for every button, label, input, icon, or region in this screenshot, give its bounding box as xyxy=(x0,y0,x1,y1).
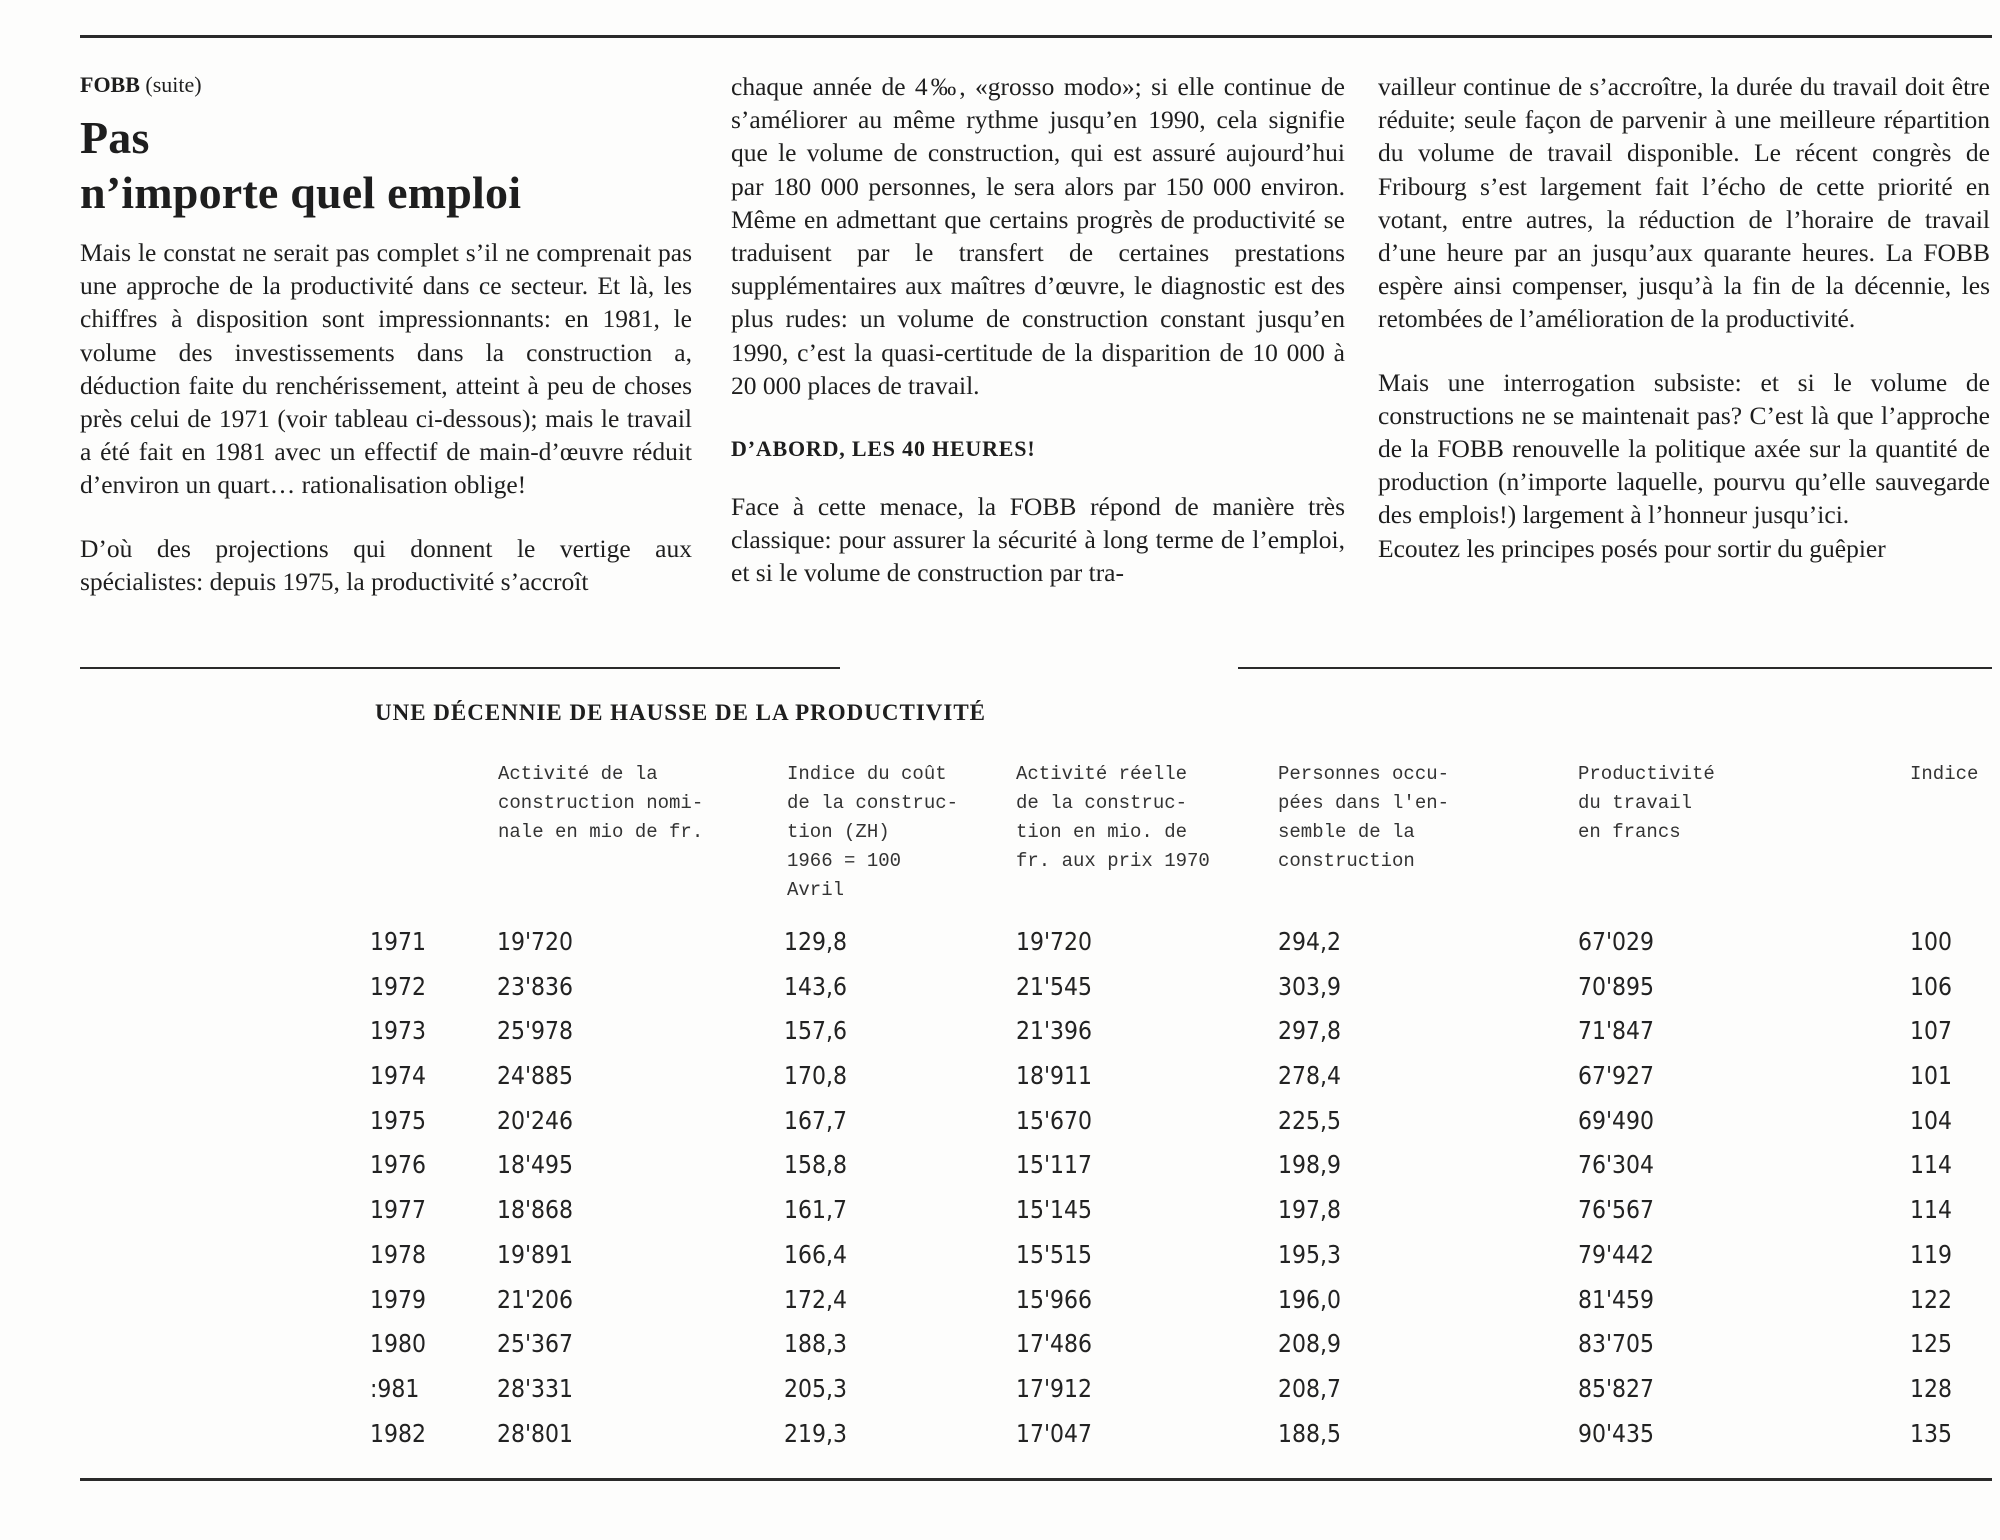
productivity-cell: 76'304 xyxy=(1578,1150,1655,1180)
persons-employed-cell: 208,7 xyxy=(1278,1373,1341,1403)
productivity-cell: 76'567 xyxy=(1578,1195,1655,1225)
index-cell: 104 xyxy=(1910,1105,1952,1135)
col3-paragraph-3: Ecoutez les principes posés pour sortir du guêpier xyxy=(1378,533,1886,563)
article-column-2 xyxy=(731,70,1345,590)
real-activity-cell: 15'515 xyxy=(1016,1239,1093,1269)
nominal-activity-cell: 25'367 xyxy=(497,1329,574,1359)
column-header-real-activity: Activité réelle de la construc- tion en mio. de fr. aux prix 1970 xyxy=(1016,763,1210,872)
column-header-persons-employed: Personnes occu- pées dans l'en- semble de la construction xyxy=(1278,763,1450,872)
column-header-cost-index: Indice du coût de la construc- tion (ZH) 1966 = 100 Avril xyxy=(787,763,959,901)
section-heading: D’ABORD, LES 40 HEURES! xyxy=(731,436,1036,462)
productivity-cell: 90'435 xyxy=(1578,1418,1655,1448)
index-cell: 100 xyxy=(1910,927,1952,956)
real-activity-cell: 21'396 xyxy=(1016,1016,1093,1046)
cost-index-cell: 219,3 xyxy=(784,1418,847,1448)
real-activity-cell: 17'912 xyxy=(1016,1373,1093,1403)
productivity-cell: 71'847 xyxy=(1578,1016,1655,1046)
table-row xyxy=(0,1143,2000,1188)
table-row xyxy=(0,1188,2000,1233)
real-activity-cell: 15'145 xyxy=(1016,1195,1093,1225)
productivity-table-body xyxy=(0,920,2000,1456)
nominal-activity-cell: 28'331 xyxy=(497,1373,574,1403)
productivity-cell: 69'490 xyxy=(1578,1105,1655,1135)
nominal-activity-cell: 18'495 xyxy=(497,1150,574,1180)
persons-employed-cell: 198,9 xyxy=(1278,1150,1341,1180)
article-column-3 xyxy=(1378,70,1990,565)
column-header-index: Indice xyxy=(1910,763,1979,785)
article-title xyxy=(80,110,692,220)
year-cell: 1974 xyxy=(370,1061,426,1091)
persons-employed-cell: 225,5 xyxy=(1278,1105,1341,1135)
index-cell: 119 xyxy=(1910,1239,1952,1269)
table-row xyxy=(0,1099,2000,1144)
cost-index-cell: 157,6 xyxy=(784,1016,847,1046)
index-cell: 107 xyxy=(1910,1016,1952,1046)
cost-index-cell: 158,8 xyxy=(784,1150,847,1180)
persons-employed-cell: 208,9 xyxy=(1278,1329,1341,1359)
cost-index-cell: 161,7 xyxy=(784,1195,847,1225)
table-rule-right xyxy=(1238,667,1992,669)
article-column-1 xyxy=(80,70,692,598)
year-cell: 1980 xyxy=(370,1329,426,1359)
real-activity-cell: 21'545 xyxy=(1016,971,1093,1001)
index-cell: 135 xyxy=(1910,1418,1952,1448)
table-row xyxy=(0,1412,2000,1457)
article-kicker xyxy=(80,70,692,100)
productivity-cell: 67'927 xyxy=(1578,1061,1655,1091)
cost-index-cell: 170,8 xyxy=(784,1061,847,1091)
cost-index-cell: 188,3 xyxy=(784,1329,847,1359)
nominal-activity-cell: 28'801 xyxy=(497,1418,574,1448)
year-cell: 1971 xyxy=(370,927,426,956)
table-rule-left xyxy=(80,667,840,669)
cost-index-cell: 129,8 xyxy=(784,927,847,956)
table-row xyxy=(0,1322,2000,1367)
real-activity-cell: 15'966 xyxy=(1016,1284,1093,1314)
nominal-activity-cell: 18'868 xyxy=(497,1195,574,1225)
col3-paragraph-2: Mais une interrogation subsiste: et si le volume de constructions ne se maintenait pas? C’est là que l’approche de la FOBB renouvelle la politique axée sur la quantité de production (n’importe laquelle, pourvu qu’elle sauvegarde des emplois!) largement à l’honneur jusqu’ici. xyxy=(1378,367,1990,530)
index-cell: 101 xyxy=(1910,1061,1952,1091)
cost-index-cell: 172,4 xyxy=(784,1284,847,1314)
bottom-rule xyxy=(80,1478,1992,1481)
index-cell: 128 xyxy=(1910,1373,1952,1403)
table-row xyxy=(0,1233,2000,1278)
productivity-cell: 67'029 xyxy=(1578,927,1655,956)
kicker-suffix: (suite) xyxy=(139,72,202,97)
productivity-cell: 79'442 xyxy=(1578,1239,1655,1269)
nominal-activity-cell: 19'891 xyxy=(497,1239,574,1269)
year-cell: 1979 xyxy=(370,1284,426,1314)
cost-index-cell: 167,7 xyxy=(784,1105,847,1135)
index-cell: 125 xyxy=(1910,1329,1952,1359)
persons-employed-cell: 195,3 xyxy=(1278,1239,1341,1269)
year-cell: 1982 xyxy=(370,1418,426,1448)
persons-employed-cell: 188,5 xyxy=(1278,1418,1341,1448)
index-cell: 106 xyxy=(1910,971,1952,1001)
col1-paragraph-2: D’où des projections qui donnent le vertige aux spécialistes: depuis 1975, la productivité s’accroît xyxy=(80,533,692,596)
index-cell: 122 xyxy=(1910,1284,1952,1314)
table-title: UNE DÉCENNIE DE HAUSSE DE LA PRODUCTIVITÉ xyxy=(375,700,987,725)
productivity-cell: 70'895 xyxy=(1578,971,1655,1001)
real-activity-cell: 19'720 xyxy=(1016,927,1093,956)
col2-paragraph-2: Face à cette menace, la FOBB répond de manière très classique: pour assurer la sécurité à long terme de l’emploi, et si le volume de construction par tra- xyxy=(731,492,1345,588)
column-header-nominal-activity: Activité de la construction nomi- nale en mio de fr. xyxy=(498,763,704,843)
productivity-cell: 81'459 xyxy=(1578,1284,1655,1314)
nominal-activity-cell: 23'836 xyxy=(497,971,574,1001)
year-cell: :981 xyxy=(370,1373,420,1403)
real-activity-cell: 18'911 xyxy=(1016,1061,1093,1091)
real-activity-cell: 17'486 xyxy=(1016,1329,1093,1359)
persons-employed-cell: 197,8 xyxy=(1278,1195,1341,1225)
nominal-activity-cell: 21'206 xyxy=(497,1284,574,1314)
nominal-activity-cell: 20'246 xyxy=(497,1105,574,1135)
persons-employed-cell: 196,0 xyxy=(1278,1284,1341,1314)
table-row xyxy=(0,1054,2000,1099)
year-cell: 1978 xyxy=(370,1239,426,1269)
table-row xyxy=(0,920,2000,965)
col1-paragraph-1: Mais le constat ne serait pas complet s’il ne comprenait pas une approche de la productivité dans ce secteur. Et là, les chiffres à disposition sont impressionnants: en 1981, le volume des investissements dans la construction a, déduction faite du renchérissement, atteint à peu de choses près celui de 1971 (voir tableau ci-dessous); mais le travail a été fait en 1981 avec un effectif de main-d’œuvre réduit d’environ un quart… rationalisation oblige! xyxy=(80,238,692,500)
real-activity-cell: 15'670 xyxy=(1016,1105,1093,1135)
title-line-2: n’importe quel emploi xyxy=(80,167,522,218)
nominal-activity-cell: 24'885 xyxy=(497,1061,574,1091)
nominal-activity-cell: 19'720 xyxy=(497,927,574,956)
productivity-cell: 83'705 xyxy=(1578,1329,1655,1359)
index-cell: 114 xyxy=(1910,1150,1952,1180)
real-activity-cell: 17'047 xyxy=(1016,1418,1093,1448)
table-row xyxy=(0,1278,2000,1323)
year-cell: 1975 xyxy=(370,1105,426,1135)
cost-index-cell: 166,4 xyxy=(784,1239,847,1269)
year-cell: 1976 xyxy=(370,1150,426,1180)
title-line-1: Pas xyxy=(80,112,150,163)
table-row xyxy=(0,1367,2000,1412)
cost-index-cell: 205,3 xyxy=(784,1373,847,1403)
persons-employed-cell: 294,2 xyxy=(1278,927,1341,956)
persons-employed-cell: 297,8 xyxy=(1278,1016,1341,1046)
persons-employed-cell: 278,4 xyxy=(1278,1061,1341,1091)
year-cell: 1973 xyxy=(370,1016,426,1046)
top-rule xyxy=(80,35,1992,38)
kicker-section: FOBB xyxy=(80,72,140,97)
index-cell: 114 xyxy=(1910,1195,1952,1225)
productivity-cell: 85'827 xyxy=(1578,1373,1655,1403)
real-activity-cell: 15'117 xyxy=(1016,1150,1093,1180)
year-cell: 1972 xyxy=(370,971,426,1001)
col3-paragraph-1: vailleur continue de s’accroître, la durée du travail doit être réduite; seule façon de parvenir à une meilleure répartition du volume de travail disponible. Le récent congrès de Fribourg s’est largement fait l’écho de cette priorité en votant, entre autres, la réduction de l’horaire de travail d’une heure par an jusqu’aux quarante heures. La FOBB espère ainsi compenser, jusqu’à la fin de la décennie, les retombées de l’amélioration de la productivité. xyxy=(1378,72,1990,334)
nominal-activity-cell: 25'978 xyxy=(497,1016,574,1046)
cost-index-cell: 143,6 xyxy=(784,971,847,1001)
col2-paragraph-1: chaque année de 4‰, «grosso modo»; si elle continue de s’améliorer au même rythme jusqu’en 1990, cela signifie que le volume de construction, qui est assuré aujourd’hui par 180 000 personnes, le sera alors par 150 000 environ. Même en admettant que certains progrès de productivité se traduisent par le transfert de certaines prestations supplémentaires aux maîtres d’œuvre, le diagnostic est des plus rudes: un volume de construction constant jusqu’en 1990, c’est la quasi-certitude de la disparition de 10 000 à 20 000 places de travail. xyxy=(731,72,1345,400)
column-header-productivity: Productivité du travail en francs xyxy=(1578,763,1715,843)
persons-employed-cell: 303,9 xyxy=(1278,971,1341,1001)
table-row xyxy=(0,1009,2000,1054)
year-cell: 1977 xyxy=(370,1195,426,1225)
table-row xyxy=(0,965,2000,1010)
